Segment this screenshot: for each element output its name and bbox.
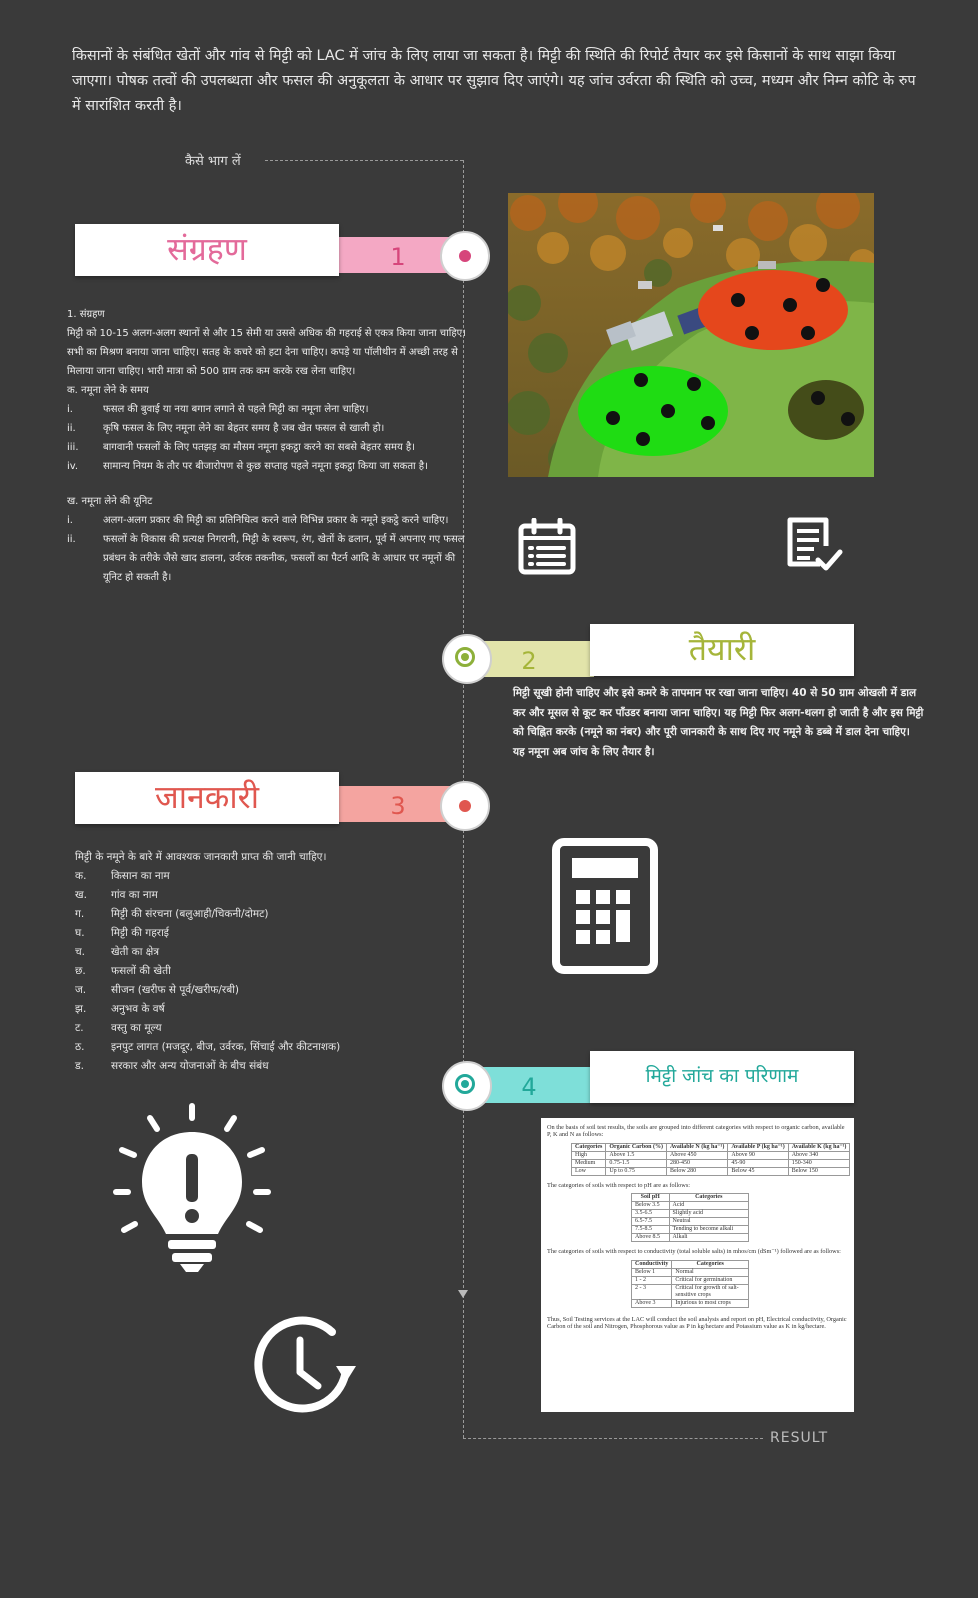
table-header: Available N (kg ha⁻¹)	[667, 1143, 728, 1151]
step1-heading: 1. संग्रहण	[67, 309, 105, 320]
table-header: Categories	[672, 1260, 749, 1268]
lightbulb-icon	[110, 1102, 274, 1274]
table-row: Above 3 Injurious to most crops	[632, 1299, 749, 1307]
list-item: घ. मिट्टी की गहराई	[75, 927, 169, 939]
list-item: छ. फसलों की खेती	[75, 965, 171, 977]
step1-marker	[440, 231, 490, 281]
step3-content	[75, 848, 435, 1076]
step1-title: संग्रहण	[75, 224, 339, 276]
list-item: ड. सरकार और अन्य योजनाओं के बीच संबंध	[75, 1060, 269, 1072]
step4-marker	[442, 1061, 492, 1111]
timeline-top-connector	[265, 160, 463, 161]
table-header: Categories	[669, 1194, 748, 1202]
list-item: क. किसान का नाम	[75, 870, 170, 882]
table-row: 6.5-7.5 Neutral	[632, 1218, 749, 1226]
step3-intro: मिट्टी के नमूने के बारे में आवश्यक जानकारी प्राप्त की जानी चाहिए।	[75, 851, 327, 863]
list-item: च. खेती का क्षेत्र	[75, 946, 160, 958]
doc-para-4: Thus, Soil Testing services at the LAC will conduct the soil analysis and report on pH, Electrical conductivity, Organic Carbon of the soil and Nitrogen, Phosphorous value as P in kg/hectare and Potassium value as K in kg/hectare.	[547, 1315, 847, 1331]
table-row: Below 1 Normal	[632, 1268, 749, 1276]
table-row: Below 3.5 Acid	[632, 1202, 749, 1210]
step3-title: जानकारी	[75, 772, 339, 824]
step3-number: 3	[334, 786, 462, 822]
ph-table	[631, 1193, 749, 1242]
table-row: Low Up to 0.75 Below 280 Below 45 Below 150	[572, 1167, 850, 1175]
table-row: Above 8.5 Alkali	[632, 1234, 749, 1242]
doc-para-3: The categories of soils with respect to conductivity (total soluble salts) in mhos/cm (dSm⁻¹) followed are as follows:	[547, 1248, 841, 1256]
table-row: Medium 0.75-1.5 280-450 45-90 150-340	[572, 1159, 850, 1167]
list-item: i. फसल की बुवाई या नया बगान लगाने से पहले मिट्टी का नमूना लेना चाहिए।	[67, 404, 369, 415]
step1-sub-a: क. नमूना लेने के समय	[67, 385, 149, 396]
table-header: Soil pH	[632, 1194, 670, 1202]
table-row: High Above 1.5 Above 450 Above 90 Above 340	[572, 1151, 850, 1159]
step1-sub-b: ख. नमूना लेने की यूनिट	[67, 496, 153, 507]
step3-marker	[440, 781, 490, 831]
calendar-icon	[518, 518, 576, 576]
result-label: RESULT	[770, 1430, 829, 1446]
farm-aerial-image	[508, 193, 874, 477]
table-row: 7.5-8.5 Tending to become alkali	[632, 1226, 749, 1234]
step2-title: तैयारी	[590, 624, 854, 676]
list-item: ज. सीजन (खरीफ से पूर्व/खरीफ/रबी)	[75, 984, 240, 996]
list-item: i. अलग-अलग प्रकार की मिट्टी का प्रतिनिधित्व करने वाले विभिन्न प्रकार के नमूने इकट्ठे करने चाहिए।	[67, 515, 449, 526]
table-header: Available K (kg ha⁻¹)	[788, 1143, 850, 1151]
intro-paragraph: किसानों के संबंधित खेतों और गांव से मिट्टी को LAC में जांच के लिए लाया जा सकता है। मिट्टी की स्थिति की रिपोर्ट तैयार कर इसे किसानों के साथ साझा किया जाएगा। पोषक तत्वों की उपलब्धता और फसल की अनुकूलता के आधार पर सुझाव दिए जाएंगे। यह जांच उर्वरता की स्थिति को उच्च, मध्यम और निम्न कोटि के रुप में सारांशित करती है।	[72, 48, 916, 114]
table-row: 1 - 2 Critical for germination	[632, 1276, 749, 1284]
table-header: Organic Carbon (%)	[606, 1143, 667, 1151]
step1-content	[67, 305, 477, 587]
step2-number: 2	[464, 641, 594, 677]
conductivity-table	[631, 1260, 749, 1308]
list-item: iv. सामान्य नियम के तौर पर बीजारोपण से कुछ सप्ताह पहले नमूना इकट्ठा किया जा सकता है।	[67, 461, 428, 472]
nutrient-table	[571, 1143, 850, 1176]
step1-number: 1	[334, 237, 462, 273]
step2-marker	[442, 634, 492, 684]
list-item: iii. बागवानी फसलों के लिए पतझड़ का मौसम नमूना इकट्ठा करने का सबसे बेहतर समय है।	[67, 442, 416, 453]
table-header: Categories	[572, 1143, 606, 1151]
table-row: 2 - 3 Critical for growth of salt-sensitive crops	[632, 1284, 749, 1299]
step2-paragraph: मिट्टी सूखी होनी चाहिए और इसे कमरे के तापमान पर रखा जाना चाहिए। 40 से 50 ग्राम ओखली में डाल कर और मूसल से कूट कर पाँउडर बनाया जाना चाहिए। यह मिट्टी फिर अलग-थलग हो जाती है और इस मिट्टी को चिह्नित करके (नमूने का नंबर) और पूरी जानकारी के साथ दिए गए नमूने के डब्बे में डाल देना चाहिए। यह नमूना अब जांच के लिए तैयार है।	[513, 687, 924, 758]
list-item: ट. वस्तु का मूल्य	[75, 1022, 162, 1034]
list-item: ii. कृषि फसल के लिए नमूना लेने का बेहतर समय है जब खेत फसल से खाली हो।	[67, 423, 385, 434]
doc-para-2: The categories of soils with respect to pH are as follows:	[547, 1181, 691, 1189]
timeline-arrow	[458, 1290, 468, 1298]
list-item: ठ. इनपुट लागत (मजदूर, बीज, उर्वरक, सिंचाई और कीटनाशक)	[75, 1041, 341, 1053]
calculator-icon	[552, 838, 658, 974]
table-header: Available P (kg ha⁻¹)	[728, 1143, 788, 1151]
list-item: ख. गांव का नाम	[75, 889, 158, 901]
soil-test-result-document	[541, 1118, 854, 1412]
list-item: ii. फसलों के विकास की प्रत्यक्ष निगरानी, मिट्टी के स्वरूप, रंग, खेतों के ढलान, पूर्व में अपनाए गए फसल प्रबंधन के तरीके जैसे खाद डालना, उर्वरक तकनीक, फसलों का पैटर्न आदि के आधार पर नमूनों की यूनिट हो सकती है।	[67, 534, 465, 583]
table-header: Conductivity	[632, 1260, 672, 1268]
doc-para-1: On the basis of soil test results, the soils are grouped into different categories with respect to organic carbon, available P, K and N as follows:	[547, 1124, 845, 1139]
table-row: 3.5-6.5 Slightly acid	[632, 1210, 749, 1218]
checklist-icon	[784, 516, 844, 576]
step1-paragraph: मिट्टी को 10-15 अलग-अलग स्थानों से और 15 सेमी या उससे अधिक की गहराई से एकत्र किया जाना चाहिए। सभी का मिश्रण बनाया जाना चाहिए। सतह के कचरे को हटा देना चाहिए। कपड़े या पॉलीथीन में अच्छी तरह से मिलाया जाना चाहिए। भारी मात्रा को 500 ग्राम तक कम करके रख लेना चाहिए।	[67, 328, 466, 377]
step4-number: 4	[464, 1067, 594, 1103]
list-item: झ. अनुभव के वर्ष	[75, 1003, 165, 1015]
how-to-label: कैसे भाग लें	[185, 154, 241, 169]
timeline-bottom-connector	[463, 1438, 763, 1439]
clock-refresh-icon	[248, 1310, 360, 1422]
list-item: ग. मिट्टी की संरचना (बलुआही/चिकनी/दोमट)	[75, 908, 269, 920]
step4-title: मिट्टी जांच का परिणाम	[590, 1051, 854, 1103]
